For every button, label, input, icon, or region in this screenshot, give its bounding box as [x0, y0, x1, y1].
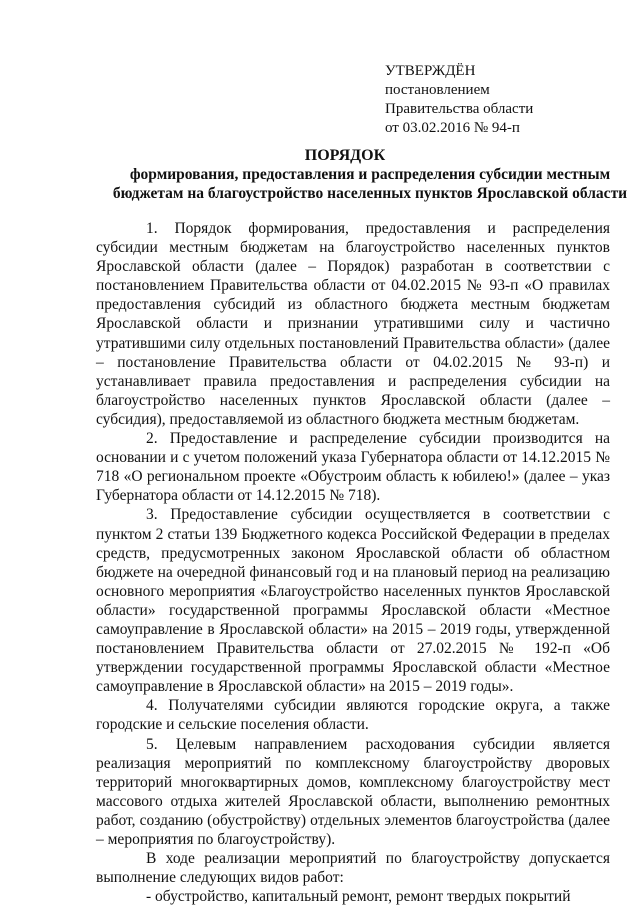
paragraph-5: 5. Целевым направлением расходования субсидии является реализация мероприятий по комплексному благоустройству дворовых территорий многоквартирных домов, комплексному благоустройству мест массового отдыха жителей Ярославской области, выполнению ремонтных работ, созданию (обустройству) отдельных элементов благоустройства (далее – мероприятия по благоустройству).	[96, 735, 610, 848]
document-body	[96, 219, 610, 906]
approval-line-3: Правительства области	[385, 101, 534, 117]
paragraph-2: 2. Предоставление и распределение субсидии производится на основании и с учетом положений указа Губернатора области от 14.12.2015 № 718 «О региональном проекте «Обустроим область к юбилею!» (далее – указ Губернатора области от 14.12.2015 № 718).	[96, 430, 610, 505]
approval-line-4: от 03.02.2016 № 94-п	[385, 120, 520, 136]
list-item-1: - обустройство, капитальный ремонт, ремонт твердых покрытий	[146, 888, 571, 906]
approval-line-2: постановлением	[385, 82, 490, 98]
paragraph-1: 1. Порядок формирования, предоставления и распределения субсидии местным бюджетам на благоустройство населенных пунктов Ярославской области (далее – Порядок) разработан в соответствии с постановлением Правительства области от 04.02.2015 № 93-п «О правилах предоставления субсидий из областного бюджета местным бюджетам Ярославской области и признании утратившими силу и частично утратившими силу отдельных постановлений Правительства области» (далее – постановление Правительства области от 04.02.2015 № 93-п) и устанавливает правила предоставления и распределения субсидии на благоустройство населенных пунктов Ярославской области (далее – субсидия), предоставляемой из областного бюджета местным бюджетам.	[96, 220, 610, 428]
document-subtitle: формирования, предоставления и распределения субсидии местным бюджетам на благоустройство населенных пунктов Ярославской области	[112, 166, 628, 202]
approval-stamp	[385, 62, 533, 138]
paragraph-3: 3. Предоставление субсидии осуществляется в соответствии с пунктом 2 статьи 139 Бюджетного кодекса Российской Федерации в пределах средств, предусмотренных законом Ярославской области об областном бюджете на очередной финансовый год и на плановый период на реализацию основного мероприятия «Благоустройство населенных пунктов Ярославской области» государственной программы Ярославской области «Местное самоуправление в Ярославской области» на 2015 – 2019 годы, утвержденной постановлением Правительства области от 27.02.2015 № 192-п «Об утверждении государственной программы Ярославской области «Местное самоуправление в Ярославской области» на 2015 – 2019 годы».	[96, 506, 610, 696]
paragraph-6: В ходе реализации мероприятий по благоустройству допускается выполнение следующих видов работ:	[96, 850, 610, 887]
paragraph-4: 4. Получателями субсидии являются городские округа, а также городские и сельские поселения области.	[96, 697, 610, 734]
document-title: ПОРЯДОК	[304, 147, 386, 164]
approval-line-1: УТВЕРЖДЁН	[385, 63, 476, 79]
